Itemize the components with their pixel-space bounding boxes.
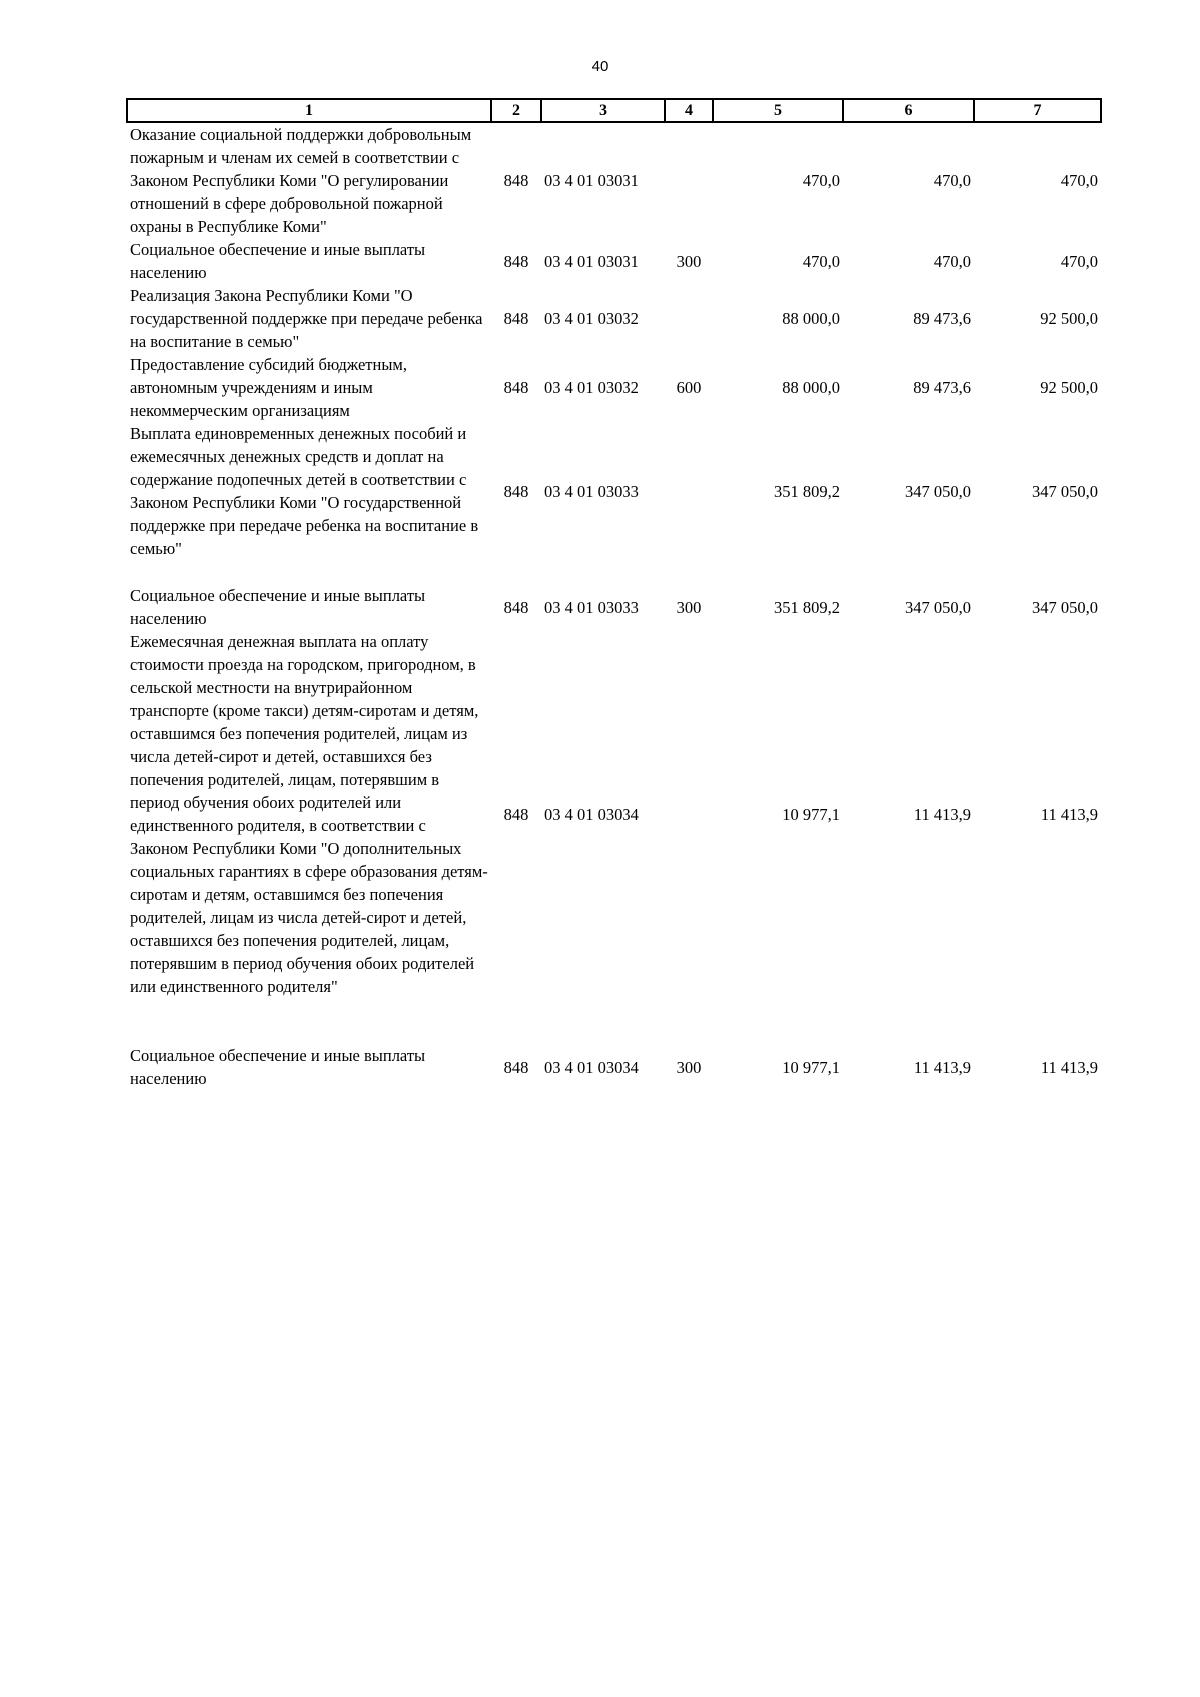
row-description: Социальное обеспечение и иные выплаты населению [130,586,426,628]
row-value-7: 11 413,9 [1040,804,1098,824]
column-header: 4 [665,99,713,122]
row-article: 03 4 01 03032 [544,378,639,397]
row-type: 600 [676,378,702,397]
row-value-6: 11 413,9 [913,804,971,824]
row-value-7: 470,0 [1060,171,1098,190]
row-value-5: 470,0 [802,171,840,190]
row-value-7: 470,0 [1060,251,1098,271]
row-type [665,630,713,1044]
table-row [127,353,1101,422]
column-header: 2 [491,99,541,122]
row-value-6: 347 050,0 [905,597,971,617]
page-number: 40 [591,58,609,75]
row-value-6: 89 473,6 [913,378,971,397]
row-code: 848 [503,171,529,190]
row-code: 848 [503,804,529,824]
row-article: 03 4 01 03031 [544,251,639,271]
row-value-7: 347 050,0 [1032,481,1098,501]
row-value-7: 347 050,0 [1032,597,1098,617]
column-header: 3 [541,99,665,122]
row-description: Социальное обеспечение и иные выплаты населению [130,1046,426,1088]
row-description: Предоставление субсидий бюджетным, автономным учреждениям и иным некоммерческим организациям [130,355,407,420]
row-value-6: 470,0 [933,171,971,190]
table-row [127,422,1101,584]
row-value-5: 10 977,1 [782,804,840,824]
row-article: 03 4 01 03032 [544,309,639,328]
row-value-6: 89 473,6 [913,309,971,328]
table-row [127,284,1101,353]
row-value-7: 92 500,0 [1040,378,1098,397]
table-row [127,630,1101,1044]
row-code: 848 [503,597,529,617]
row-type: 300 [676,251,702,271]
table-row [127,238,1101,284]
row-value-7: 11 413,9 [1040,1057,1098,1077]
row-description: Выплата единовременных денежных пособий и ежемесячных денежных средств и доплат на содержание подопечных детей в соответствии с Законом Республики Коми "О государственной поддержке при передаче ребенка на воспитание в семью" [130,424,479,558]
row-value-5: 10 977,1 [782,1057,840,1077]
row-value-6: 11 413,9 [913,1057,971,1077]
row-article: 03 4 01 03034 [544,804,639,824]
row-value-5: 470,0 [802,251,840,271]
table-row [127,122,1101,238]
row-value-6: 347 050,0 [905,481,971,501]
row-type [665,422,713,584]
row-value-5: 351 809,2 [774,481,840,501]
table-header-row [127,99,1101,122]
row-type [665,284,713,353]
row-description: Оказание социальной поддержки добровольным пожарным и членам их семей в соответствии с Законом Республики Коми "О регулировании отношений в сфере добровольной пожарной охраны в Республике Коми" [130,125,472,236]
row-code: 848 [503,481,529,501]
row-value-5: 88 000,0 [782,378,840,397]
column-header: 1 [127,99,491,122]
row-value-7: 92 500,0 [1040,309,1098,328]
row-description: Ежемесячная денежная выплата на оплату стоимости проезда на городском, пригородном, в сельской местности на внутрирайонном транспорте (кроме такси) детям-сиротам и детям, оставшимся без попечения родителей, лицам из числа детей-сирот и детей, оставшихся без попечения родителей, лицам, потерявшим в период обучения обоих родителей или единственного родителя, в соответствии с Законом Республики Коми "О дополнительных социальных гарантиях в сфере образования детям-сиротам и детям, оставшимся без попечения родителей, лицам из числа детей-сирот и детей, оставшихся без попечения родителей, лицам, потерявшим в период обучения обоих родителей или единственного родителя" [130,632,488,996]
row-article: 03 4 01 03033 [544,481,639,501]
row-type: 300 [676,1057,702,1077]
column-header: 5 [713,99,843,122]
row-type [665,122,713,238]
column-header: 6 [843,99,974,122]
row-article: 03 4 01 03033 [544,597,639,617]
row-type: 300 [676,597,702,617]
row-description: Реализация Закона Республики Коми "О государственной поддержке при передаче ребенка на воспитание в семью" [130,286,483,351]
row-value-6: 470,0 [933,251,971,271]
row-value-5: 88 000,0 [782,309,840,328]
row-description: Социальное обеспечение и иные выплаты населению [130,240,426,282]
row-code: 848 [503,251,529,271]
row-value-5: 351 809,2 [774,597,840,617]
row-article: 03 4 01 03031 [544,171,639,190]
row-code: 848 [503,1057,529,1077]
row-article: 03 4 01 03034 [544,1057,639,1077]
budget-table [126,98,1102,1090]
table-row [127,584,1101,630]
table-row [127,1044,1101,1090]
row-code: 848 [503,378,529,397]
column-header: 7 [974,99,1101,122]
row-code: 848 [503,309,529,328]
